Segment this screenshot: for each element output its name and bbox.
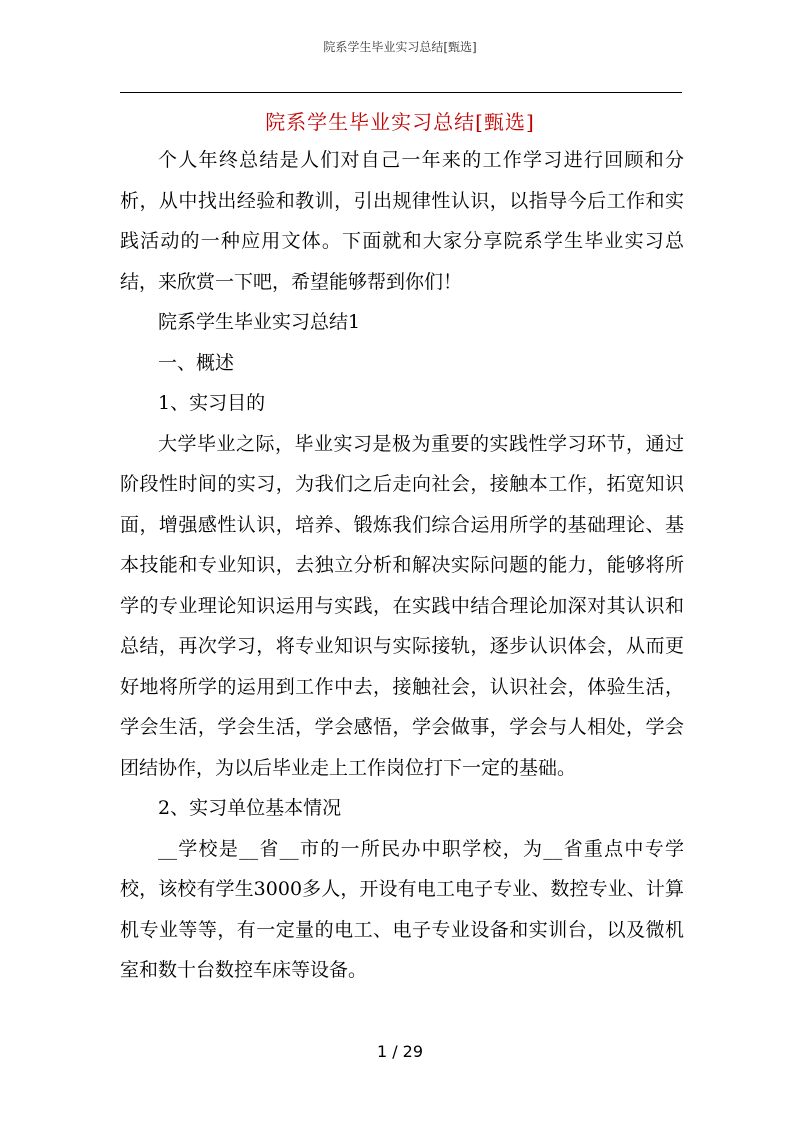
body-paragraph: __学校是__省__市的一所民办中职学校，为__省重点中专学校，该校有学生3000多人，开设有电工电子专业、数控专业、计算机专业等等，有一定量的电工、电子专业设备和实训台，以及微机室和数十台数控车床等设备。 <box>120 837 684 981</box>
section-heading: 院系学生毕业实习总结1 <box>158 311 361 333</box>
document-body <box>120 140 684 991</box>
subsection-heading: 一、概述 <box>158 351 235 374</box>
page-number: 1 / 29 <box>376 1042 424 1061</box>
subsection-heading: 2、实习单位基本情况 <box>158 797 342 819</box>
header-divider <box>120 92 682 93</box>
document-title: 院系学生毕业实习总结[甄选] <box>265 110 535 134</box>
intro-paragraph: 个人年终总结是人们对自己一年来的工作学习进行回顾和分析，从中找出经验和教训，引出规律性认识，以指导今后工作和实践活动的一种应用文体。下面就和大家分享院系学生毕业实习总结，来欣赏一下吧，希望能够帮到你们！ <box>120 149 684 293</box>
running-header: 院系学生毕业实习总结[甄选] <box>323 40 477 54</box>
subsection-heading: 1、实习目的 <box>158 392 266 414</box>
body-paragraph: 大学毕业之际，毕业实习是极为重要的实践性学习环节，通过阶段性时间的实习，为我们之后走向社会，接触本工作，拓宽知识面，增强感性认识，培养、锻炼我们综合运用所学的基础理论、基本技能和专业知识，去独立分析和解决实际问题的能力，能够将所学的专业理论知识运用与实践，在实践中结合理论加深对其认识和总结，再次学习，将专业知识与实际接轨，逐步认识体会，从而更好地将所学的运用到工作中去，接触社会，认识社会，体验生活，学会生活，学会生活，学会感悟，学会做事，学会与人相处，学会团结协作，为以后毕业走上工作岗位打下一定的基础。 <box>120 432 684 779</box>
